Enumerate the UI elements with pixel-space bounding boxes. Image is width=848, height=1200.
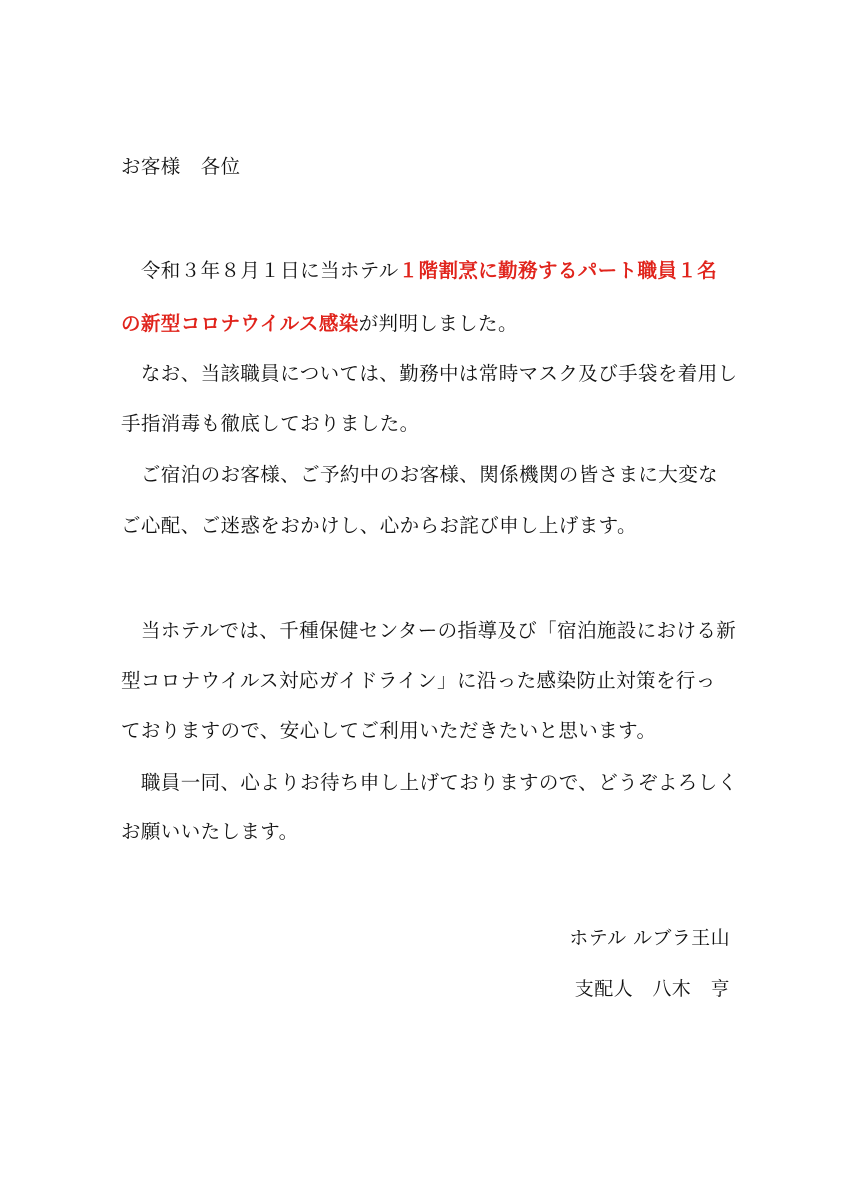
paragraph2-line2: 手指消毒も徹底しておりました。 (121, 412, 420, 435)
paragraph1-line2-suffix: が判明しました。 (358, 312, 518, 335)
paragraph1-line1-prefix: 令和３年８月１日に当ホテル (121, 259, 399, 282)
signature-hotel-name: ホテル ルブラ王山 (569, 927, 730, 949)
salutation: お客様 各位 (121, 155, 241, 178)
paragraph5-line2: お願いいたします。 (121, 820, 299, 843)
paragraph1-line1 (121, 258, 717, 284)
paragraph4-line2: 型コロナウイルス対応ガイドライン」に沿った感染防止対策を行っ (121, 669, 716, 692)
infection-notice-highlight-2: の新型コロナウイルス感染 (121, 312, 359, 335)
paragraph1-line2 (121, 311, 518, 337)
signature-manager: 支配人 八木 亨 (574, 978, 730, 1000)
paragraph4-line3: ておりますので、安心してご利用いただきたいと思います。 (121, 719, 657, 742)
paragraph4-line1: 当ホテルでは、千種保健センターの指導及び「宿泊施設における新 (121, 619, 737, 642)
infection-notice-highlight-1: １階割烹に勤務するパート職員１名 (398, 259, 718, 282)
paragraph2-line1: なお、当該職員については、勤務中は常時マスク及び手袋を着用し (121, 362, 738, 385)
paragraph3-line1: ご宿泊のお客様、ご予約中のお客様、関係機関の皆さまに大変な (121, 463, 719, 486)
paragraph3-line2: ご心配、ご迷惑をおかけし、心からお詫び申し上げます。 (121, 514, 637, 537)
paragraph5-line1: 職員一同、心よりお待ち申し上げておりますので、どうぞよろしく (121, 771, 738, 794)
